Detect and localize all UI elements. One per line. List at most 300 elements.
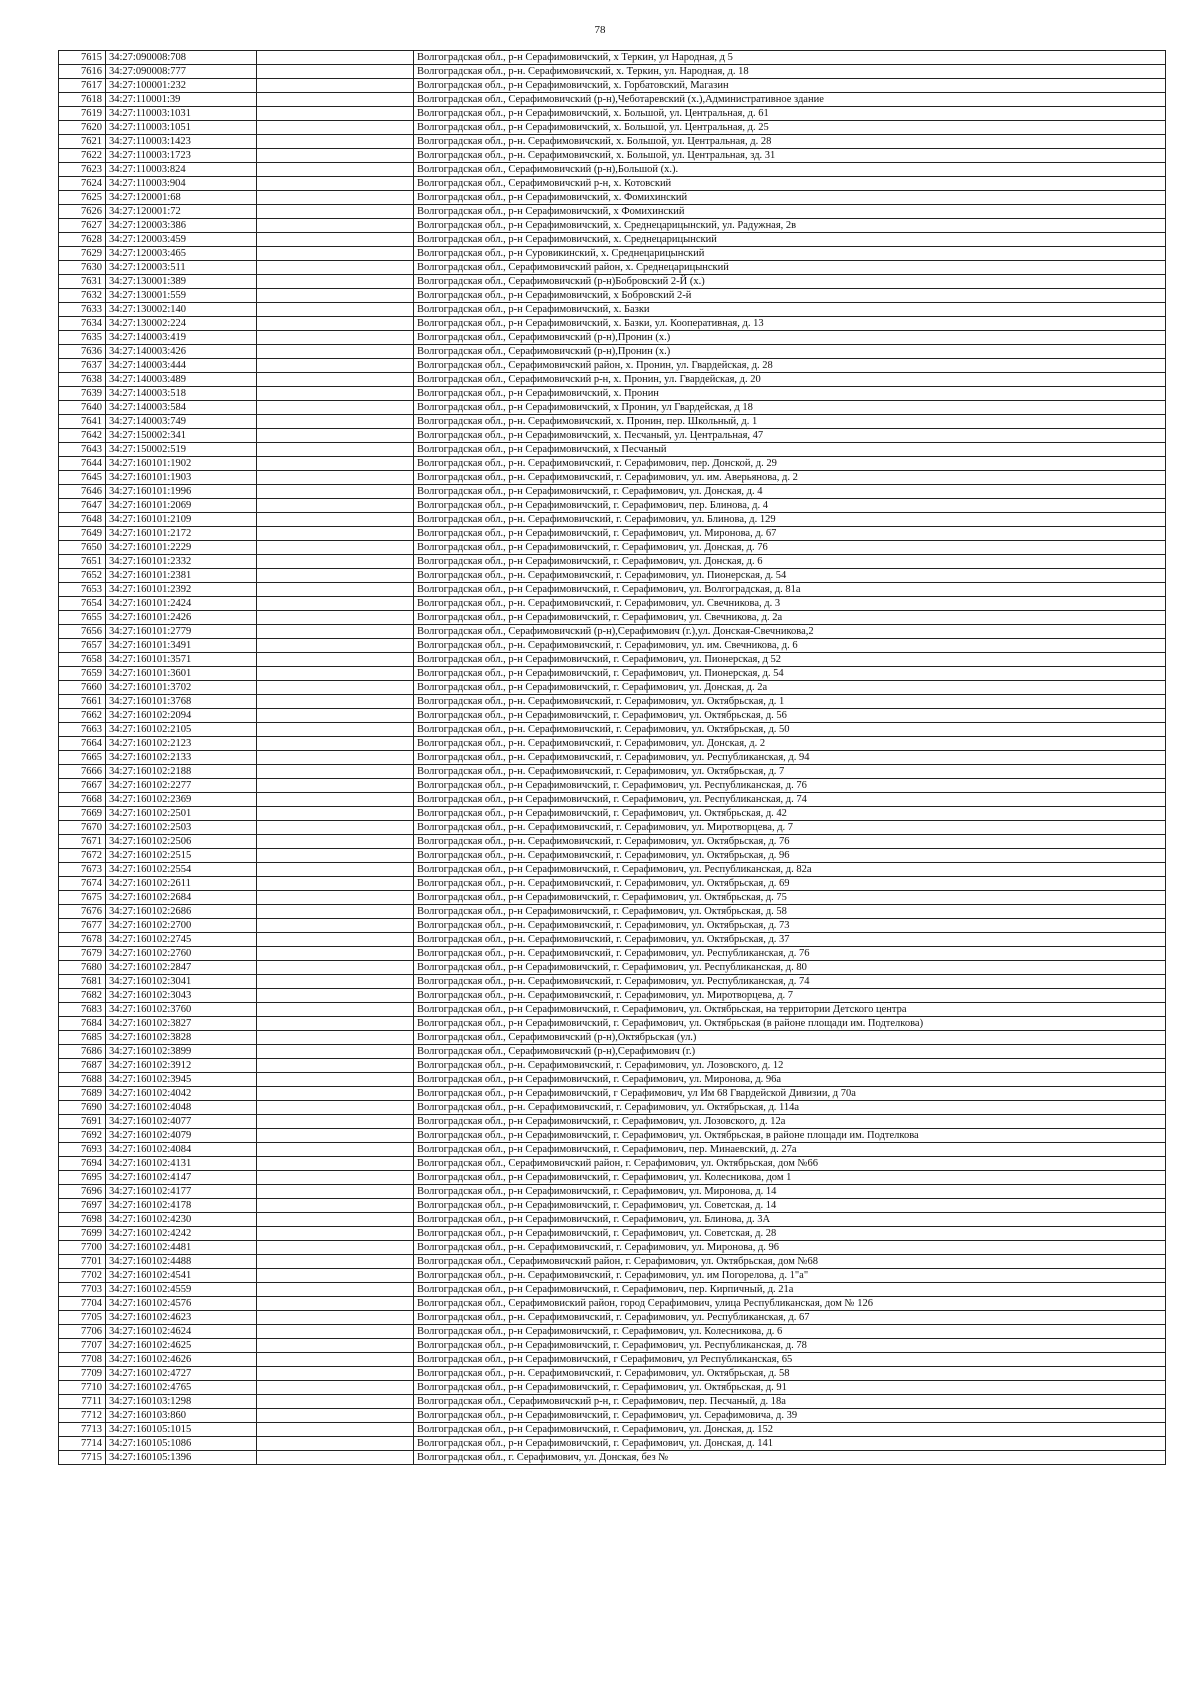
empty-cell — [257, 863, 414, 877]
cadastral-number: 34:27:120003:465 — [106, 247, 257, 261]
address: Волгоградская обл., р-н. Серафимовичский, г. Серафимович, ул. Республиканская, д. 94 — [414, 751, 1166, 765]
empty-cell — [257, 429, 414, 443]
table-row — [59, 1339, 1166, 1353]
cadastral-number: 34:27:160101:2069 — [106, 499, 257, 513]
table-row — [59, 793, 1166, 807]
cadastral-number: 34:27:160102:2506 — [106, 835, 257, 849]
address: Волгоградская обл., Серафимовичский (р-н),Октябрьская (ул.) — [414, 1031, 1166, 1045]
cadastral-number: 34:27:160101:3768 — [106, 695, 257, 709]
empty-cell — [257, 1059, 414, 1073]
row-number: 7693 — [59, 1143, 106, 1157]
cadastral-number: 34:27:140003:518 — [106, 387, 257, 401]
address: Волгоградская обл., р-н Серафимовичский, г Серафимович, ул Им 68 Гвардейской Дивизии, д 70а — [414, 1087, 1166, 1101]
cadastral-number: 34:27:160105:1396 — [106, 1451, 257, 1465]
address: Волгоградская обл., р-н. Серафимовичский, г. Серафимович, ул. Октябрьская, д. 76 — [414, 835, 1166, 849]
table-row — [59, 443, 1166, 457]
cadastral-number: 34:27:120003:459 — [106, 233, 257, 247]
empty-cell — [257, 975, 414, 989]
empty-cell — [257, 891, 414, 905]
address: Волгоградская обл., р-н Серафимовичский, г. Серафимович, ул. Миронова, д. 96а — [414, 1073, 1166, 1087]
table-row — [59, 163, 1166, 177]
empty-cell — [257, 1157, 414, 1171]
table-row — [59, 597, 1166, 611]
table-row — [59, 275, 1166, 289]
row-number: 7695 — [59, 1171, 106, 1185]
address: Волгоградская обл., р-н Серафимовичский, г. Серафимович, ул. Октябрьская, д. 58 — [414, 905, 1166, 919]
table-row — [59, 121, 1166, 135]
cadastral-number: 34:27:160102:4147 — [106, 1171, 257, 1185]
address: Волгоградская обл., р-н Серафимовичский, х Фомихинский — [414, 205, 1166, 219]
address: Волгоградская обл., Серафимовичский (р-н),Чеботаревский (х.),Административное здание — [414, 93, 1166, 107]
cadastral-number: 34:27:160101:2229 — [106, 541, 257, 555]
address: Волгоградская обл., р-н. Серафимовичский, г. Серафимович, ул. Октябрьская, д. 114а — [414, 1101, 1166, 1115]
cadastral-number: 34:27:160102:4084 — [106, 1143, 257, 1157]
address: Волгоградская обл., р-н. Серафимовичский, г. Серафимович, ул. Пионерская, д. 54 — [414, 569, 1166, 583]
address: Волгоградская обл., р-н. Серафимовичский, г. Серафимович, ул. Октябрьская, д. 1 — [414, 695, 1166, 709]
empty-cell — [257, 79, 414, 93]
cadastral-number: 34:27:160102:4625 — [106, 1339, 257, 1353]
table-row — [59, 1031, 1166, 1045]
empty-cell — [257, 485, 414, 499]
cadastral-number: 34:27:120001:72 — [106, 205, 257, 219]
row-number: 7618 — [59, 93, 106, 107]
row-number: 7648 — [59, 513, 106, 527]
address: Волгоградская обл., р-н Серафимовичский, г. Серафимович, ул. Октябрьская, д. 75 — [414, 891, 1166, 905]
row-number: 7692 — [59, 1129, 106, 1143]
row-number: 7616 — [59, 65, 106, 79]
address: Волгоградская обл., р-н Серафимовичский, х. Большой, ул. Центральная, д. 61 — [414, 107, 1166, 121]
table-row — [59, 891, 1166, 905]
cadastral-number: 34:27:110003:1051 — [106, 121, 257, 135]
address: Волгоградская обл., р-н. Серафимовичский, г. Серафимович, ул. им. Аверьянова, д. 2 — [414, 471, 1166, 485]
table-row — [59, 1381, 1166, 1395]
address: Волгоградская обл., Серафимовичский (р-н),Большой (х.). — [414, 163, 1166, 177]
row-number: 7637 — [59, 359, 106, 373]
empty-cell — [257, 1395, 414, 1409]
address: Волгоградская обл., р-н. Серафимовичский, г. Серафимович, ул. Блинова, д. 129 — [414, 513, 1166, 527]
table-row — [59, 1325, 1166, 1339]
address: Волгоградская обл., р-н. Серафимовичский, г. Серафимович, пер. Донской, д. 29 — [414, 457, 1166, 471]
table-row — [59, 653, 1166, 667]
address: Волгоградская обл., р-н Серафимовичский, г. Серафимович, ул. Октябрьская, в районе площади им. Подтелкова — [414, 1129, 1166, 1143]
address: Волгоградская обл., р-н. Серафимовичский, г. Серафимович, ул. Лозовского, д. 12 — [414, 1059, 1166, 1073]
row-number: 7649 — [59, 527, 106, 541]
address: Волгоградская обл., р-н. Серафимовичский, г. Серафимович, ул. Октябрьская, д. 50 — [414, 723, 1166, 737]
row-number: 7630 — [59, 261, 106, 275]
address: Волгоградская обл., р-н. Серафимовичский, г. Серафимович, ул. Октябрьская, д. 7 — [414, 765, 1166, 779]
empty-cell — [257, 177, 414, 191]
empty-cell — [257, 1255, 414, 1269]
row-number: 7677 — [59, 919, 106, 933]
address: Волгоградская обл., Серафимовиский район, город Серафимович, улица Республиканская, дом № 126 — [414, 1297, 1166, 1311]
table-row — [59, 1003, 1166, 1017]
row-number: 7624 — [59, 177, 106, 191]
empty-cell — [257, 1451, 414, 1465]
table-row — [59, 219, 1166, 233]
row-number: 7622 — [59, 149, 106, 163]
table-row — [59, 1297, 1166, 1311]
table-row — [59, 205, 1166, 219]
cadastral-number: 34:27:160101:2392 — [106, 583, 257, 597]
address: Волгоградская обл., р-н Серафимовичский, х. Среднецарицынский, ул. Радужная, 2в — [414, 219, 1166, 233]
address: Волгоградская обл., р-н. Серафимовичский, г. Серафимович, ул. им Погорелова, д. 1"а" — [414, 1269, 1166, 1283]
empty-cell — [257, 247, 414, 261]
address: Волгоградская обл., р-н Серафимовичский, г. Серафимович, ул. Октябрьская, д. 91 — [414, 1381, 1166, 1395]
address: Волгоградская обл., р-н Серафимовичский, г. Серафимович, ул. Пионерская, д. 54 — [414, 667, 1166, 681]
cadastral-number: 34:27:160102:4077 — [106, 1115, 257, 1129]
empty-cell — [257, 793, 414, 807]
address: Волгоградская обл., р-н Серафимовичский, х. Горбатовский, Магазин — [414, 79, 1166, 93]
address: Волгоградская обл., р-н. Серафимовичский, х. Большой, ул. Центральная, зд. 31 — [414, 149, 1166, 163]
row-number: 7647 — [59, 499, 106, 513]
address: Волгоградская обл., р-н Серафимовичский, г. Серафимович, ул. Республиканская, д. 78 — [414, 1339, 1166, 1353]
table-row — [59, 233, 1166, 247]
cadastral-number: 34:27:160102:3043 — [106, 989, 257, 1003]
address: Волгоградская обл., г. Серафимович, ул. Донская, без № — [414, 1451, 1166, 1465]
table-row — [59, 905, 1166, 919]
table-row — [59, 779, 1166, 793]
row-number: 7662 — [59, 709, 106, 723]
empty-cell — [257, 1073, 414, 1087]
address: Волгоградская обл., р-н Серафимовичский, х. Фомихинский — [414, 191, 1166, 205]
address: Волгоградская обл., р-н Серафимовичский, г. Серафимович, ул. Октябрьская, д. 56 — [414, 709, 1166, 723]
row-number: 7699 — [59, 1227, 106, 1241]
empty-cell — [257, 1115, 414, 1129]
address: Волгоградская обл., р-н Серафимовичский, х. Среднецарицынский — [414, 233, 1166, 247]
row-number: 7708 — [59, 1353, 106, 1367]
row-number: 7625 — [59, 191, 106, 205]
row-number: 7676 — [59, 905, 106, 919]
row-number: 7617 — [59, 79, 106, 93]
cadastral-number: 34:27:160102:4048 — [106, 1101, 257, 1115]
row-number: 7705 — [59, 1311, 106, 1325]
row-number: 7700 — [59, 1241, 106, 1255]
table-row — [59, 1241, 1166, 1255]
empty-cell — [257, 919, 414, 933]
empty-cell — [257, 135, 414, 149]
empty-cell — [257, 639, 414, 653]
empty-cell — [257, 1297, 414, 1311]
table-row — [59, 401, 1166, 415]
empty-cell — [257, 625, 414, 639]
table-row — [59, 975, 1166, 989]
address: Волгоградская обл., Серафимовичский р-н, х. Пронин, ул. Гвардейская, д. 20 — [414, 373, 1166, 387]
empty-cell — [257, 1045, 414, 1059]
table-row — [59, 1115, 1166, 1129]
empty-cell — [257, 555, 414, 569]
table-row — [59, 1395, 1166, 1409]
cadastral-number: 34:27:160102:2277 — [106, 779, 257, 793]
row-number: 7715 — [59, 1451, 106, 1465]
address: Волгоградская обл., Серафимовичский район, х. Среднецарицынский — [414, 261, 1166, 275]
table-row — [59, 695, 1166, 709]
address: Волгоградская обл., Серафимовичский район, г. Серафимович, ул. Октябрьская, дом №68 — [414, 1255, 1166, 1269]
cadastral-number: 34:27:160102:2686 — [106, 905, 257, 919]
cadastral-number: 34:27:160102:2515 — [106, 849, 257, 863]
empty-cell — [257, 1423, 414, 1437]
empty-cell — [257, 1437, 414, 1451]
table-row — [59, 751, 1166, 765]
address: Волгоградская обл., р-н. Серафимовичский, г. Серафимович, ул. Свечникова, д. 3 — [414, 597, 1166, 611]
cadastral-number: 34:27:160102:3945 — [106, 1073, 257, 1087]
cadastral-number: 34:27:110003:824 — [106, 163, 257, 177]
address: Волгоградская обл., р-н. Серафимовичский, г. Серафимович, ул. им. Свечникова, д. 6 — [414, 639, 1166, 653]
address: Волгоградская обл., р-н. Серафимовичский, г. Серафимович, ул. Миронова, д. 96 — [414, 1241, 1166, 1255]
cadastral-number: 34:27:160102:2745 — [106, 933, 257, 947]
row-number: 7627 — [59, 219, 106, 233]
cadastral-number: 34:27:160101:3491 — [106, 639, 257, 653]
row-number: 7620 — [59, 121, 106, 135]
empty-cell — [257, 1017, 414, 1031]
cadastral-number: 34:27:160102:4765 — [106, 1381, 257, 1395]
table-row — [59, 1213, 1166, 1227]
row-number: 7688 — [59, 1073, 106, 1087]
empty-cell — [257, 1381, 414, 1395]
row-number: 7672 — [59, 849, 106, 863]
row-number: 7698 — [59, 1213, 106, 1227]
table-row — [59, 723, 1166, 737]
table-row — [59, 373, 1166, 387]
row-number: 7643 — [59, 443, 106, 457]
cadastral-number: 34:27:160101:2172 — [106, 527, 257, 541]
cadastral-number: 34:27:160101:2381 — [106, 569, 257, 583]
cadastral-number: 34:27:160102:4042 — [106, 1087, 257, 1101]
row-number: 7675 — [59, 891, 106, 905]
address: Волгоградская обл., Серафимовичский район, х. Пронин, ул. Гвардейская, д. 28 — [414, 359, 1166, 373]
cadastral-number: 34:27:140003:419 — [106, 331, 257, 345]
cadastral-number: 34:27:160102:4623 — [106, 1311, 257, 1325]
table-row — [59, 877, 1166, 891]
address: Волгоградская обл., р-н Серафимовичский, г. Серафимович, ул. Блинова, д. 3А — [414, 1213, 1166, 1227]
table-row — [59, 611, 1166, 625]
cadastral-number: 34:27:160102:2847 — [106, 961, 257, 975]
empty-cell — [257, 989, 414, 1003]
cadastral-number: 34:27:160103:860 — [106, 1409, 257, 1423]
table-row — [59, 835, 1166, 849]
table-row — [59, 1087, 1166, 1101]
table-row — [59, 359, 1166, 373]
address: Волгоградская обл., р-н Серафимовичский, г. Серафимович, ул. Донская, д. 6 — [414, 555, 1166, 569]
table-row — [59, 989, 1166, 1003]
empty-cell — [257, 709, 414, 723]
registry-table-body — [59, 51, 1166, 1465]
cadastral-number: 34:27:160102:2094 — [106, 709, 257, 723]
row-number: 7645 — [59, 471, 106, 485]
table-row — [59, 1409, 1166, 1423]
empty-cell — [257, 723, 414, 737]
empty-cell — [257, 569, 414, 583]
cadastral-number: 34:27:120001:68 — [106, 191, 257, 205]
cadastral-number: 34:27:160101:3601 — [106, 667, 257, 681]
row-number: 7670 — [59, 821, 106, 835]
registry-table — [58, 50, 1166, 1465]
empty-cell — [257, 107, 414, 121]
empty-cell — [257, 1325, 414, 1339]
empty-cell — [257, 443, 414, 457]
address: Волгоградская обл., р-н. Серафимовичский, г. Серафимович, ул. Республиканская, д. 67 — [414, 1311, 1166, 1325]
table-row — [59, 541, 1166, 555]
address: Волгоградская обл., р-н Серафимовичский, г. Серафимович, ул. Октябрьская (в районе площади им. Подтелкова) — [414, 1017, 1166, 1031]
empty-cell — [257, 611, 414, 625]
table-row — [59, 303, 1166, 317]
address: Волгоградская обл., р-н Серафимовичский, г. Серафимович, пер. Минаевский, д. 27а — [414, 1143, 1166, 1157]
cadastral-number: 34:27:160105:1086 — [106, 1437, 257, 1451]
address: Волгоградская обл., р-н Серафимовичский, г. Серафимович, ул. Советская, д. 28 — [414, 1227, 1166, 1241]
empty-cell — [257, 807, 414, 821]
row-number: 7632 — [59, 289, 106, 303]
row-number: 7638 — [59, 373, 106, 387]
empty-cell — [257, 471, 414, 485]
row-number: 7636 — [59, 345, 106, 359]
cadastral-number: 34:27:140003:444 — [106, 359, 257, 373]
empty-cell — [257, 1003, 414, 1017]
empty-cell — [257, 835, 414, 849]
row-number: 7709 — [59, 1367, 106, 1381]
address: Волгоградская обл., р-н Серафимовичский, г. Серафимович, пер. Блинова, д. 4 — [414, 499, 1166, 513]
table-row — [59, 79, 1166, 93]
empty-cell — [257, 317, 414, 331]
row-number: 7641 — [59, 415, 106, 429]
empty-cell — [257, 1227, 414, 1241]
address: Волгоградская обл., р-н Серафимовичский, г. Серафимович, ул. Октябрьская, на территории Детского центра — [414, 1003, 1166, 1017]
address: Волгоградская обл., Серафимовичский (р-н),Пронин (х.) — [414, 345, 1166, 359]
table-row — [59, 51, 1166, 65]
cadastral-number: 34:27:160101:2426 — [106, 611, 257, 625]
row-number: 7659 — [59, 667, 106, 681]
table-row — [59, 667, 1166, 681]
empty-cell — [257, 1087, 414, 1101]
address: Волгоградская обл., р-н Серафимовичский, г. Серафимович, ул. Пионерская, д 52 — [414, 653, 1166, 667]
empty-cell — [257, 261, 414, 275]
address: Волгоградская обл., р-н Серафимовичский, х Пронин, ул Гвардейская, д 18 — [414, 401, 1166, 415]
address: Волгоградская обл., р-н Серафимовичский, г. Серафимович, ул. Республиканская, д. 82а — [414, 863, 1166, 877]
empty-cell — [257, 121, 414, 135]
row-number: 7685 — [59, 1031, 106, 1045]
empty-cell — [257, 499, 414, 513]
table-row — [59, 93, 1166, 107]
cadastral-number: 34:27:150002:519 — [106, 443, 257, 457]
row-number: 7686 — [59, 1045, 106, 1059]
cadastral-number: 34:27:160102:3041 — [106, 975, 257, 989]
empty-cell — [257, 905, 414, 919]
row-number: 7626 — [59, 205, 106, 219]
empty-cell — [257, 597, 414, 611]
cadastral-number: 34:27:110003:1723 — [106, 149, 257, 163]
cadastral-number: 34:27:130002:224 — [106, 317, 257, 331]
empty-cell — [257, 667, 414, 681]
table-row — [59, 191, 1166, 205]
empty-cell — [257, 541, 414, 555]
row-number: 7706 — [59, 1325, 106, 1339]
table-row — [59, 1283, 1166, 1297]
cadastral-number: 34:27:160102:2105 — [106, 723, 257, 737]
row-number: 7701 — [59, 1255, 106, 1269]
address: Волгоградская обл., р-н Серафимовичский, х Теркин, ул Народная, д 5 — [414, 51, 1166, 65]
row-number: 7681 — [59, 975, 106, 989]
address: Волгоградская обл., Серафимовичский р-н, х. Котовский — [414, 177, 1166, 191]
page-number: 78 — [594, 24, 606, 36]
row-number: 7687 — [59, 1059, 106, 1073]
row-number: 7678 — [59, 933, 106, 947]
cadastral-number: 34:27:130001:389 — [106, 275, 257, 289]
row-number: 7704 — [59, 1297, 106, 1311]
table-row — [59, 1451, 1166, 1465]
address: Волгоградская обл., р-н Серафимовичский, г. Серафимович, ул. Колесникова, дом 1 — [414, 1171, 1166, 1185]
cadastral-number: 34:27:160102:2123 — [106, 737, 257, 751]
table-row — [59, 149, 1166, 163]
cadastral-number: 34:27:160102:4079 — [106, 1129, 257, 1143]
empty-cell — [257, 527, 414, 541]
row-number: 7669 — [59, 807, 106, 821]
table-row — [59, 387, 1166, 401]
table-row — [59, 1017, 1166, 1031]
table-row — [59, 247, 1166, 261]
address: Волгоградская обл., р-н. Серафимовичский, х. Теркин, ул. Народная, д. 18 — [414, 65, 1166, 79]
cadastral-number: 34:27:160101:3702 — [106, 681, 257, 695]
cadastral-number: 34:27:160102:4230 — [106, 1213, 257, 1227]
row-number: 7660 — [59, 681, 106, 695]
empty-cell — [257, 513, 414, 527]
cadastral-number: 34:27:160101:2424 — [106, 597, 257, 611]
address: Волгоградская обл., р-н Серафимовичский, х. Базки, ул. Кооперативная, д. 13 — [414, 317, 1166, 331]
row-number: 7668 — [59, 793, 106, 807]
table-row — [59, 569, 1166, 583]
address: Волгоградская обл., р-н Серафимовичский, г. Серафимович, ул. Советская, д. 14 — [414, 1199, 1166, 1213]
row-number: 7702 — [59, 1269, 106, 1283]
table-row — [59, 65, 1166, 79]
row-number: 7690 — [59, 1101, 106, 1115]
cadastral-number: 34:27:160102:2133 — [106, 751, 257, 765]
empty-cell — [257, 1031, 414, 1045]
empty-cell — [257, 289, 414, 303]
cadastral-number: 34:27:160102:4242 — [106, 1227, 257, 1241]
table-row — [59, 177, 1166, 191]
row-number: 7713 — [59, 1423, 106, 1437]
cadastral-number: 34:27:110003:1423 — [106, 135, 257, 149]
row-number: 7652 — [59, 569, 106, 583]
address: Волгоградская обл., Серафимовичский район, г. Серафимович, ул. Октябрьская, дом №66 — [414, 1157, 1166, 1171]
row-number: 7696 — [59, 1185, 106, 1199]
table-row — [59, 625, 1166, 639]
cadastral-number: 34:27:160101:2779 — [106, 625, 257, 639]
address: Волгоградская обл., р-н Серафимовичский, г. Серафимович, ул. Донская, д. 76 — [414, 541, 1166, 555]
address: Волгоградская обл., р-н. Серафимовичский, г. Серафимович, ул. Октябрьская, д. 37 — [414, 933, 1166, 947]
address: Волгоградская обл., р-н Серафимовичский, х Песчаный — [414, 443, 1166, 457]
table-row — [59, 261, 1166, 275]
empty-cell — [257, 1199, 414, 1213]
table-row — [59, 1185, 1166, 1199]
table-row — [59, 1311, 1166, 1325]
table-row — [59, 765, 1166, 779]
empty-cell — [257, 1129, 414, 1143]
address: Волгоградская обл., Серафимовичский (р-н),Серафимович (г.),ул. Донская-Свечникова,2 — [414, 625, 1166, 639]
row-number: 7615 — [59, 51, 106, 65]
address: Волгоградская обл., р-н Серафимовичский, г. Серафимович, ул. Донская, д. 2а — [414, 681, 1166, 695]
address: Волгоградская обл., р-н. Серафимовичский, х. Пронин, пер. Школьный, д. 1 — [414, 415, 1166, 429]
cadastral-number: 34:27:160101:1902 — [106, 457, 257, 471]
table-row — [59, 1255, 1166, 1269]
empty-cell — [257, 1409, 414, 1423]
address: Волгоградская обл., р-н. Серафимовичский, г. Серафимович, ул. Республиканская, д. 76 — [414, 947, 1166, 961]
address: Волгоградская обл., р-н Серафимовичский, г. Серафимович, ул. Октябрьская, д. 42 — [414, 807, 1166, 821]
empty-cell — [257, 149, 414, 163]
table-row — [59, 863, 1166, 877]
address: Волгоградская обл., р-н Серафимовичский, х. Песчаный, ул. Центральная, 47 — [414, 429, 1166, 443]
cadastral-number: 34:27:140003:489 — [106, 373, 257, 387]
table-row — [59, 1157, 1166, 1171]
table-row — [59, 527, 1166, 541]
address: Волгоградская обл., р-н Серафимовичский, х. Большой, ул. Центральная, д. 25 — [414, 121, 1166, 135]
